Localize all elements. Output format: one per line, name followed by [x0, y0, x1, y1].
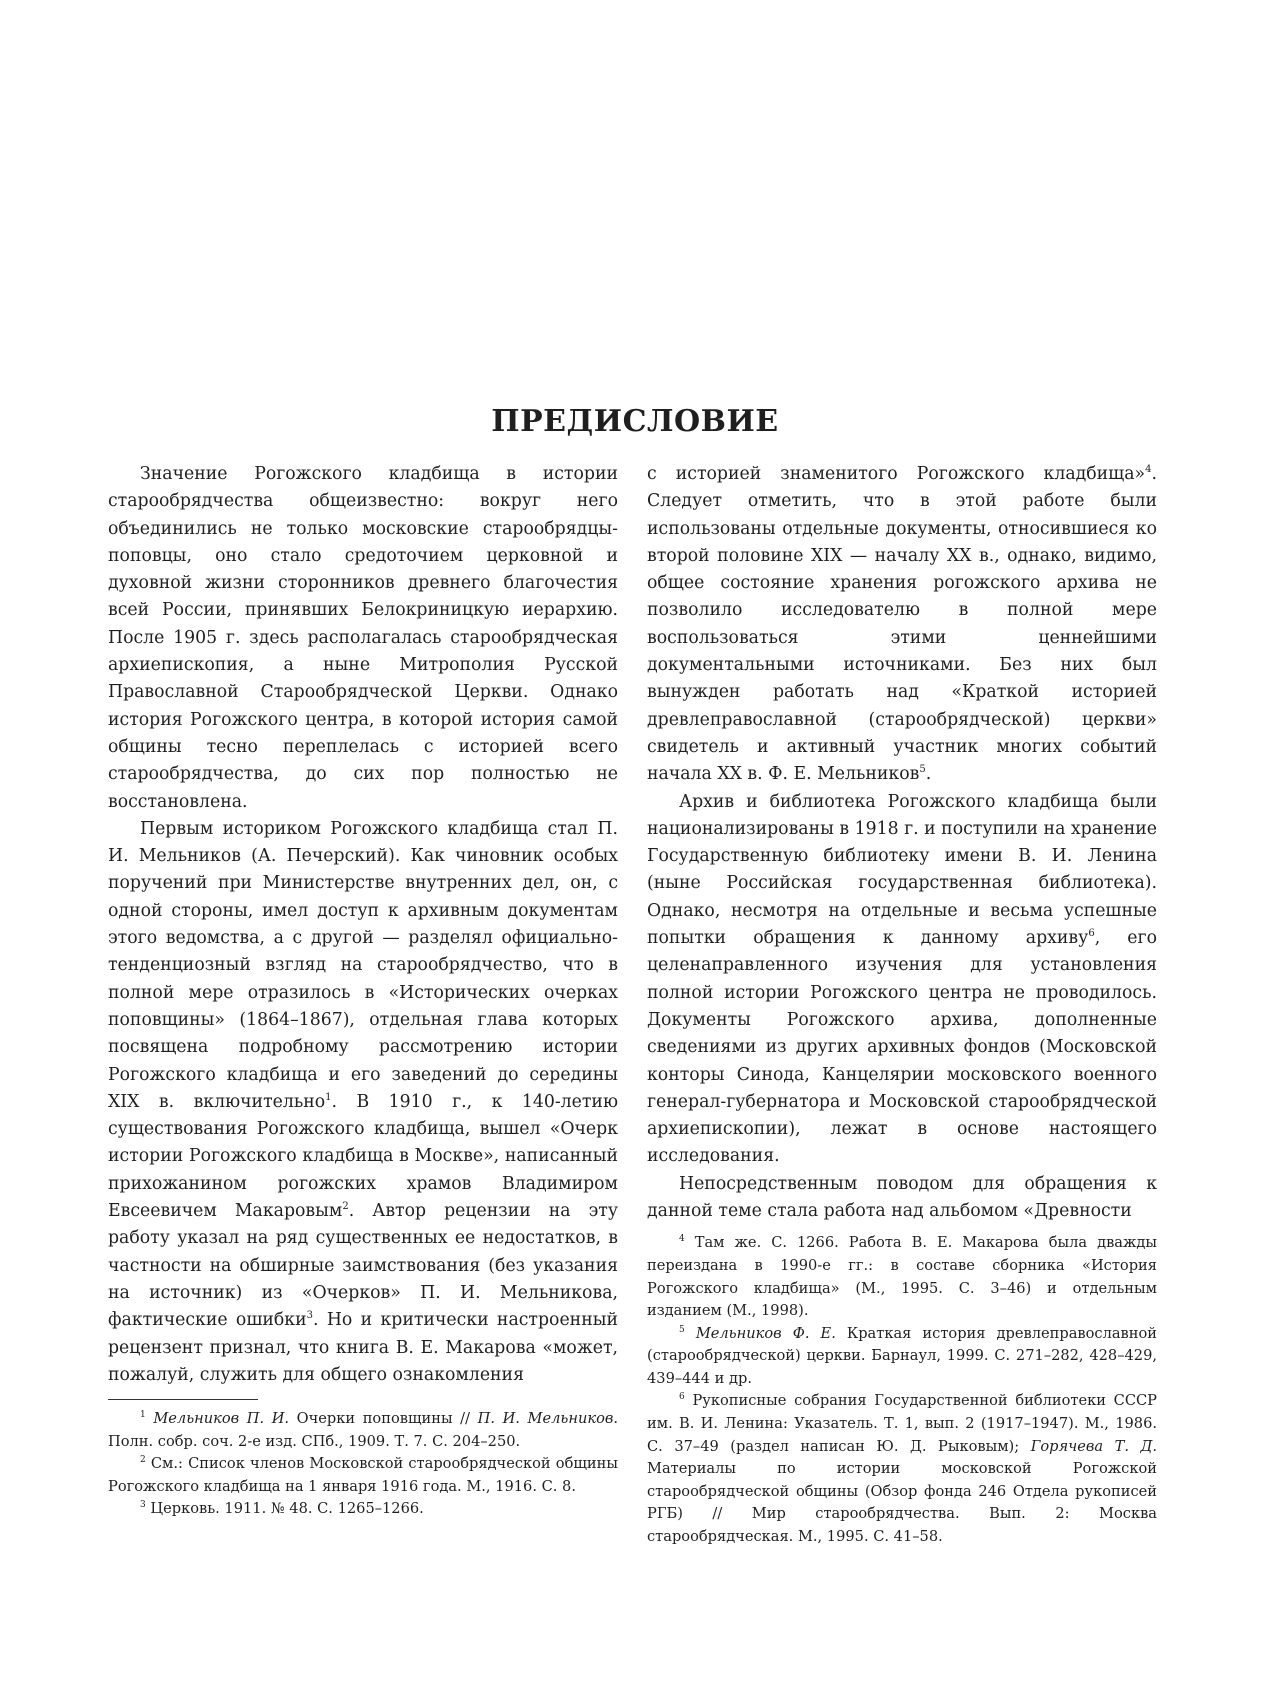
footnote-number: 3	[140, 1500, 146, 1511]
footnote-number: 6	[679, 1392, 685, 1403]
footnote-number: 5	[679, 1324, 685, 1335]
footnote	[108, 1453, 618, 1498]
right-column	[647, 461, 1157, 1549]
footnote-number: 4	[679, 1234, 685, 1245]
footnote-text: Очерки поповщины //	[289, 1410, 478, 1428]
text-span: . Но и критически настроенный рецензент признал, что книга В. Е. Макарова «может, пожалуй, служить для общего ознакомления	[108, 1310, 618, 1385]
footnote	[647, 1323, 1157, 1391]
footnote-text: Краткая история древлеправославной (старообрядческой) церкви. Барнаул, 1999. С. 271–282, 428–429, 439–444 и др.	[647, 1324, 1157, 1387]
footnote-author: П. И. Мельников.	[477, 1410, 618, 1428]
footnote	[647, 1232, 1157, 1322]
footnote-mark: 4	[1145, 464, 1152, 476]
footnote-author: Мельников П. И.	[153, 1410, 290, 1428]
text-span: , его целенаправленного изучения для установления полной истории Рогожского центра не проводилось. Документы Рогожского архива, дополненные сведениями из других архивных фондов (Московской конторы Синода, Канцелярии московского военного генерал-губернатора и Московской старообрядческой архиепископии), лежат в основе настоящего исследования.	[647, 928, 1157, 1167]
text-span: Архив и библиотека Рогожского кладбища были национализированы в 1918 г. и поступили на хранение Государственную библиотеку имени В. И. Ленина (ныне Российская государственная библиотека). Однако, несмотря на отдельные и весьма успешные попытки обращения к данному архиву	[647, 791, 1157, 949]
paragraph: Значение Рогожского кладбища в истории старообрядчества общеизвестно: вокруг него объединились не только московские старообрядцы-поповцы, оно стало средоточием церковной и духовной жизни сторонников древнего благочестия всей России, принявших Белокриницкую иерархию. После 1905 г. здесь располагалась старообрядческая архиепископия, а ныне Митрополия Русской Православной Старообрядческой Церкви. Однако история Рогожского центра, в которой история самой общины тесно переплелась с историей всего старообрядчества, до сих пор полностью не восстановлена.	[108, 464, 618, 812]
page-title: ПРЕДИСЛОВИЕ	[491, 404, 779, 439]
text-span: с историей знаменитого Рогожского кладбища»	[647, 464, 1146, 484]
footnote	[108, 1498, 618, 1521]
footnote-mark: 3	[306, 1310, 314, 1322]
paragraph	[108, 816, 618, 1389]
footnote-text: Рукописные собрания Государственной библиотеки СССР им. В. И. Ленина: Указатель. Т. 1, вып. 2 (1917–1947). М., 1986. С. 37–49 (раздел написан Ю. Д. Рыковым);	[647, 1392, 1158, 1455]
footnote-divider	[108, 1399, 258, 1400]
footnote-text: Церковь. 1911. № 48. С. 1265–1266.	[150, 1500, 424, 1518]
footnotes-left	[108, 1408, 618, 1521]
footnote	[647, 1390, 1157, 1548]
footnotes-right	[647, 1232, 1157, 1548]
footnote-text: Материалы по истории московской Рогожской старообрядческой общины (Обзор фонда 246 Отдела рукописей РГБ) // Мир старообрядчества. Вып. 2: Москва старообрядческая. М., 1995. С. 41–58.	[647, 1460, 1157, 1546]
paragraph: Непосредственным поводом для обращения к данной теме стала работа над альбомом «Древности	[647, 1173, 1157, 1222]
footnote-text: Там же. С. 1266. Работа В. Е. Макарова была дважды переиздана в 1990-е гг.: в составе сборника «История Рогожского кладбища» (М., 1995. С. 3–46) и отдельным изданием (М., 1998).	[647, 1234, 1158, 1320]
paragraph	[647, 789, 1157, 1171]
footnote-mark: 6	[1088, 928, 1095, 940]
paragraph	[647, 461, 1157, 789]
footnote-number: 1	[140, 1410, 146, 1421]
footnote-mark: 5	[919, 764, 926, 776]
footnote-text: Полн. собр. соч. 2-е изд. СПб., 1909. Т. 7. С. 204–250.	[108, 1432, 521, 1450]
text-span: Первым историком Рогожского кладбища стал П. И. Мельников (А. Печерский). Как чиновник особых поручений при Министерстве внутренних дел, он, с одной стороны, имел доступ к архивным документам этого ведомства, а с другой — разделял официально-тенденциозный взгляд на старообрядчество, что в полной мере отразилось в «Исторических очерках поповщины» (1864–1867), отдельная глава которых посвящена подробному рассмотрению истории Рогожского кладбища и его заведений до середины XIX в. включительно	[108, 818, 618, 1112]
footnote-author: Мельников Ф. Е.	[695, 1324, 836, 1342]
text-span: . В 1910 г., к 140-летию существования Рогожского кладбища, вышел «Очерк истории Рогожского кладбища в Москве», написанный прихожанином рогожских храмов Владимиром Евсеевичем Макаровым	[108, 1091, 618, 1222]
footnote-mark: 1	[325, 1092, 332, 1104]
text-span: . Автор рецензии на эту работу указал на ряд существенных ее недостатков, в частности на обширные заимствования (без указания на источник) из «Очерков» П. И. Мельникова, фактические ошибки	[108, 1201, 618, 1331]
footnote	[108, 1408, 618, 1453]
footnote-text: См.: Список членов Московской старообрядческой общины Рогожского кладбища на 1 января 1916 года. М., 1916. С. 8.	[108, 1455, 618, 1495]
text-span: .	[925, 764, 932, 785]
text-span: . Следует отметить, что в этой работе были использованы отдельные документы, относившиеся ко второй половине XIX — началу XX в., однако, видимо, общее состояние хранения рогожского архива не позволило исследователю в полной мере воспользоваться этими ценнейшими документальными источниками. Без них был вынужден работать над «Краткой историей древлеправославной (старообрядческой) церкви» свидетель и активный участник многих событий начала XX в. Ф. Е. Мельников	[647, 464, 1157, 785]
footnote-author: Горячева Т. Д.	[1030, 1437, 1157, 1455]
left-column	[108, 461, 618, 1521]
footnote-mark: 2	[342, 1201, 349, 1213]
footnote-number: 2	[140, 1455, 146, 1466]
